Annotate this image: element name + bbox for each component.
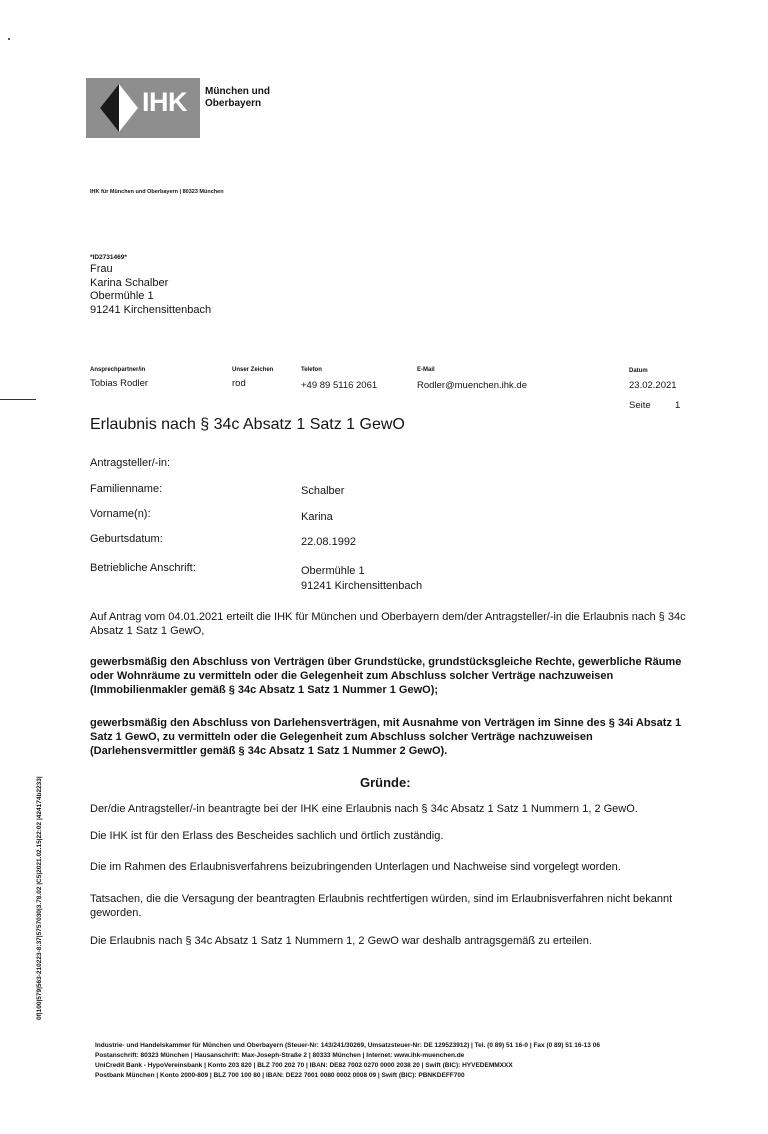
footer <box>95 1041 715 1081</box>
recipient-id: *ID2731469* <box>90 254 127 261</box>
surname-value: Schalber <box>301 485 345 497</box>
recipient-street: Obermühle 1 <box>90 290 154 302</box>
footer-line-1: Industrie- und Handelskammer für München und Oberbayern (Steuer-Nr: 143/241/30269, Umsatzsteuer-Nr: DE 129523912) | Tel. (0 89) 51 16-0 | Fax (0 89) 51 16-13 06 <box>95 1042 600 1049</box>
contact-value: Tobias Rodler <box>90 378 149 389</box>
birthdate-label: Geburtsdatum: <box>90 533 163 545</box>
page-label: Seite <box>629 400 651 411</box>
phone-value: +49 89 5116 2061 <box>301 380 378 391</box>
address-line1: Obermühle 1 <box>301 565 365 577</box>
reasons-heading: Gründe: <box>360 775 411 790</box>
page-value: 1 <box>675 400 681 411</box>
reason-3: Die im Rahmen des Erlaubnisverfahrens beizubringenden Unterlagen und Nachweise sind vorgelegt worden. <box>90 861 621 873</box>
reference-value: rod <box>232 378 246 389</box>
footer-line-3: UniCredit Bank - HypoVereinsbank | Konto 203 820 | BLZ 700 202 70 | IBAN: DE82 7002 0270 0000 2038 20 | Swift (BIC): HYVEDEMMXXX <box>95 1062 513 1069</box>
address-label: Betriebliche Anschrift: <box>90 562 196 574</box>
sender-line: IHK für München und Oberbayern | 80323 München <box>90 189 224 195</box>
intro-paragraph: Auf Antrag vom 04.01.2021 erteilt die IHK für München und Oberbayern dem/der Antragsteller/-in die Erlaubnis nach § 34c Absatz 1 Satz 1 GewO, <box>90 611 686 637</box>
reason-4: Tatsachen, die die Versagung der beantragten Erlaubnis rechtfertigen würden, sind im Erlaubnisverfahren nicht bekannt geworden. <box>90 893 673 919</box>
date-value: 23.02.2021 <box>629 380 677 391</box>
email-label: E-Mail <box>417 367 435 373</box>
document-title: Erlaubnis nach § 34c Absatz 1 Satz 1 GewO <box>90 416 405 433</box>
firstname-label: Vorname(n): <box>90 508 151 520</box>
ihk-logo <box>86 78 200 138</box>
surname-label: Familienname: <box>90 483 163 495</box>
logo-wordmark: IHK <box>142 87 187 117</box>
applicant-heading: Antragsteller/-in: <box>90 457 171 469</box>
logo-tagline-1: München und <box>205 86 270 97</box>
footer-line-2: Postanschrift: 80323 München | Hausanschrift: Max-Joseph-Straße 2 | 80333 München | Internet: www.ihk-muenchen.de <box>95 1052 465 1059</box>
recipient-address <box>90 253 211 317</box>
logo-tagline-2: Oberbayern <box>205 98 262 109</box>
permit-paragraph-1: gewerbsmäßig den Abschluss von Verträgen über Grundstücke, grundstücksgleiche Rechte, gewerbliche Räume oder Wohnräume zu vermitteln oder die Gelegenheit zum Abschluss solcher Verträge nachzuweisen (Immobilienmakler gemäß § 34c Absatz 1 Satz 1 Nummer 1 GewO); <box>90 656 682 696</box>
scan-dot <box>8 38 10 40</box>
phone-label: Telefon <box>301 367 322 373</box>
date-label: Datum <box>629 368 648 374</box>
reason-2: Die IHK ist für den Erlass des Bescheides sachlich und örtlich zuständig. <box>90 830 444 842</box>
recipient-name: Karina Schalber <box>90 276 169 289</box>
logo-tagline <box>205 86 270 110</box>
recipient-salutation: Frau <box>90 263 113 275</box>
firstname-value: Karina <box>301 511 333 523</box>
reference-label: Unser Zeichen <box>232 367 274 373</box>
address-line2: 91241 Kirchensittenbach <box>301 580 423 592</box>
email-value[interactable]: Rodler@muenchen.ihk.de <box>417 380 527 391</box>
recipient-city: 91241 Kirchensittenbach <box>90 303 212 316</box>
birthdate-value: 22.08.1992 <box>301 536 357 548</box>
side-barcode-text: 0f|100|579|563-210223-8:37|5757030|3.78.02 |C5|2021.02.15|22:02 |424174b2233| <box>36 776 43 1020</box>
fold-mark <box>0 399 36 400</box>
reason-1: Der/die Antragsteller/-in beantragte bei der IHK eine Erlaubnis nach § 34c Absatz 1 Satz 1 Nummern 1, 2 GewO. <box>90 803 638 815</box>
contact-label: Ansprechpartner/in <box>90 367 146 373</box>
reason-5: Die Erlaubnis nach § 34c Absatz 1 Satz 1 Nummern 1, 2 GewO war deshalb antragsgemäß zu erteilen. <box>90 935 592 947</box>
footer-line-4: Postbank München | Konto 2000-809 | BLZ 700 100 80 | IBAN: DE22 7001 0080 0002 0008 09 | Swift (BIC): PBNKDEFF700 <box>95 1072 465 1079</box>
permit-paragraph-2: gewerbsmäßig den Abschluss von Darlehensverträgen, mit Ausnahme von Verträgen im Sinne des § 34i Absatz 1 Satz 1 GewO, zu vermitteln oder die Gelegenheit zum Abschluss solcher Verträge nachzuweisen (Darlehensvermittler gemäß § 34c Absatz 1 Satz 1 Nummer 2 GewO). <box>90 717 682 757</box>
